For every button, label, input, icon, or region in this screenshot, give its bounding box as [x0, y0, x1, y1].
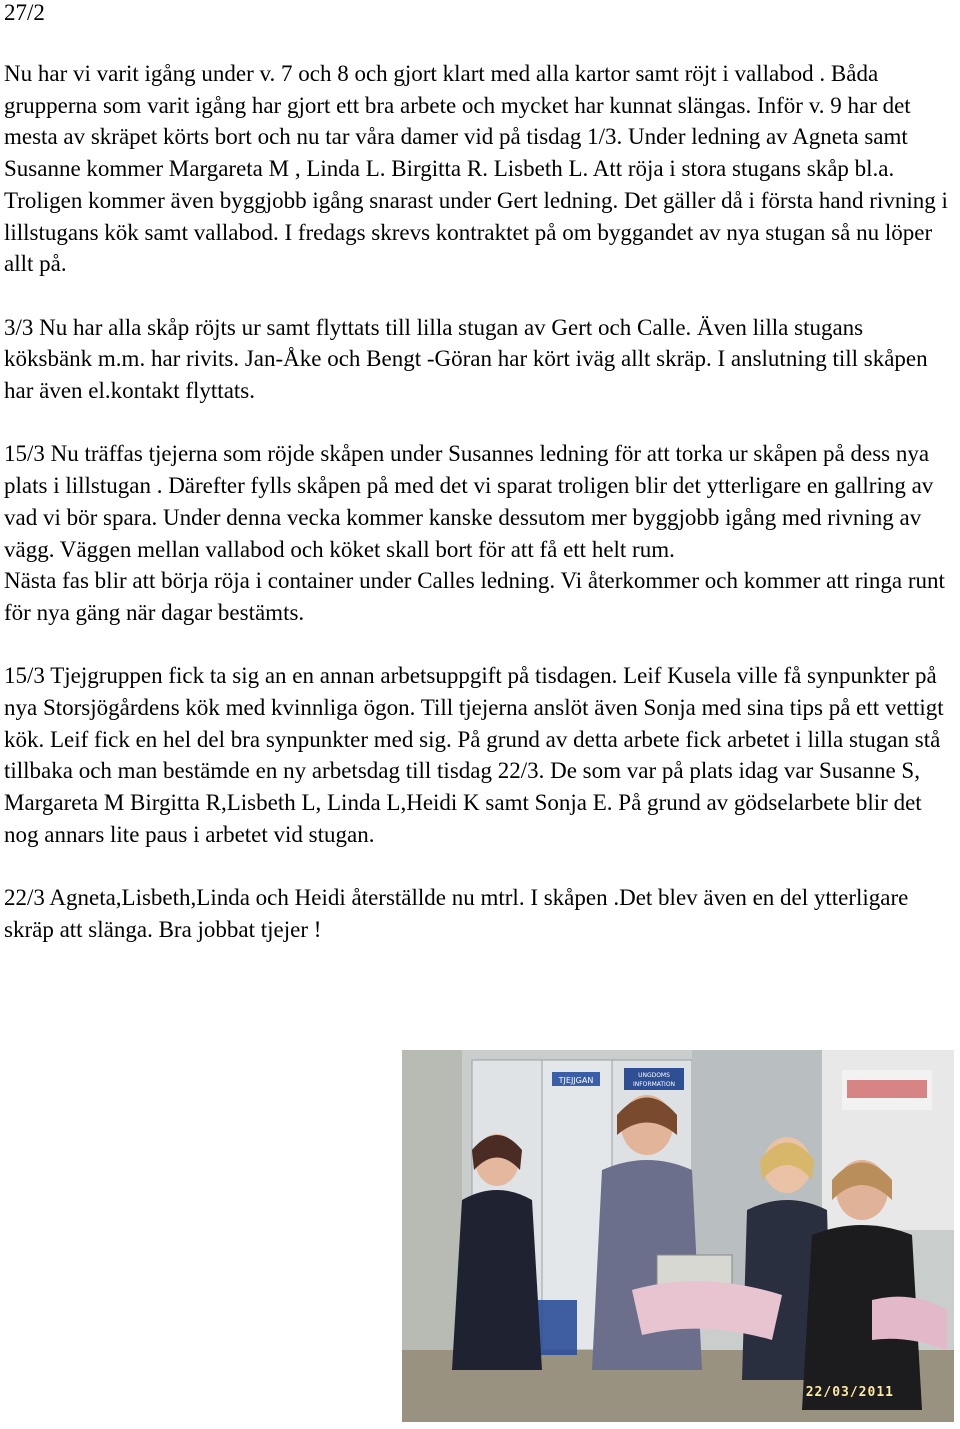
paragraph-spacer [4, 280, 956, 312]
paragraph-3: 15/3 Nu träffas tjejerna som röjde skåpen under Susannes ledning för att torka ur skåpen på dess nya plats i lillstugan . Därefter fylls skåpen på med det vi sparat troligen blir det ytterligare en gallring av vad vi bör spara. Under denna vecka kommer kanske dessutom mer byggjobb igång med rivning av vägg. Väggen mellan vallabod och köket skall bort för att få ett helt rum. [4, 441, 934, 562]
paragraph-5: 15/3 Tjejgruppen fick ta sig an en annan arbetsuppgift på tisdagen. Leif Kusela ville få synpunkter på nya Storsjögårdens kök med kvinnliga ögon. Till tjejerna anslöt även Sonja med sina tips på ett vettigt kök. Leif fick en hel del bra synpunkter med sig. På grund av detta arbete fick arbetet i lilla stugan stå tillbaka och man bestämde en ny arbetsdag till tisdag 22/3. De som var på plats idag var Susanne S, Margareta M Birgitta R,Lisbeth L, Linda L,Heidi K samt Sonja E. På grund av gödselarbete blir det nog annars lite paus i arbetet vid stugan. [4, 663, 944, 847]
photo-timestamp: 22/03/2011 [805, 1385, 894, 1400]
paragraph-6: 22/3 Agneta,Lisbeth,Linda och Heidi återställde nu mtrl. I skåpen .Det blev även en del ytterligare skräp att slänga. Bra jobbat tjejer ! [4, 885, 909, 942]
photo-illustration [402, 1050, 954, 1422]
paragraph-spacer [4, 407, 956, 439]
paragraph-2: 3/3 Nu har alla skåp röjts ur samt flyttats till lilla stugan av Gert och Calle. Även lilla stugans köksbänk m.m. har rivits. Jan-Åke och Bengt -Göran har kört iväg allt skräp. I anslutning till skåpen har även el.kontakt flyttats. [4, 314, 928, 404]
sign-right-text: UNGDOMS INFORMATION [402, 1050, 415, 1051]
paragraph-4: Nästa fas blir att börja röja i container under Calles ledning. Vi återkommer och kommer att ringa runt för nya gäng när dagar bestämts. [4, 568, 945, 625]
svg-text:INFORMATION: INFORMATION [632, 1081, 676, 1088]
svg-text:UNGDOMS: UNGDOMS [638, 1072, 670, 1079]
paragraph-1: Nu har vi varit igång under v. 7 och 8 och gjort klart med alla kartor samt röjt i vallabod . Båda grupperna som varit igång har gjort ett bra arbete och mycket har kunnat slängas. Inför v. 9 har det mesta av skräpet körts bort och nu tar våra damer vid på tisdag 1/3. Under ledning av Agneta samt Susanne kommer Margareta M , Linda L. Birgitta R. Lisbeth L. Att röja i stora stugans skåp bl.a. Troligen kommer även byggjobb igång snarast under Gert ledning. Det gäller då i första hand rivning i lillstugans kök samt vallabod. I fredags skrevs kontraktet på om byggandet av nya stugan så nu löper allt på. [4, 61, 948, 277]
paragraph-spacer [4, 629, 956, 661]
group-photo [402, 1050, 954, 1422]
document-page [4, 0, 956, 946]
entry-date-header: 27/2 [4, 0, 45, 25]
paragraph-spacer [4, 851, 956, 883]
sign-left-text: TJEJJGAN [558, 1076, 594, 1085]
